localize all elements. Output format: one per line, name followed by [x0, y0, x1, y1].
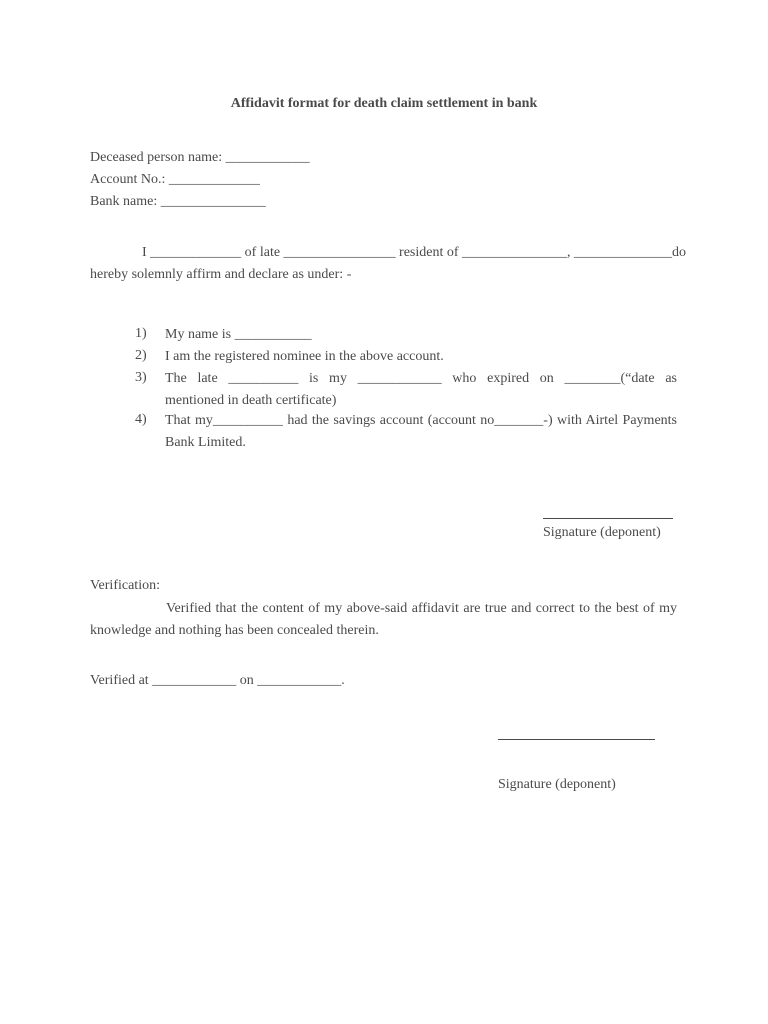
- declaration-part-1: I _____________: [142, 245, 242, 260]
- list-number-3: 3): [135, 370, 147, 385]
- list-item-4-line-2: Bank Limited.: [165, 435, 246, 450]
- list-item-4-line-1: That my__________ had the savings account (account no_______-) with Airtel Payments: [165, 413, 677, 428]
- list-item-3-line-1: The late __________ is my ____________ who expired on ________(“date as: [165, 371, 677, 386]
- list-number-1: 1): [135, 326, 147, 341]
- signature-line-2: [498, 739, 655, 740]
- bank-name-field: Bank name: _______________: [90, 194, 266, 209]
- verification-paragraph: [90, 598, 677, 642]
- declaration-part-4: ______________do: [574, 245, 687, 260]
- declaration-line-1: [90, 242, 687, 264]
- declaration-part-3: resident of _______________,: [399, 245, 571, 260]
- declaration-part-2: of late ________________: [244, 245, 396, 260]
- verification-line-1: Verified that the content of my above-said affidavit are true and correct to the best of my: [166, 601, 677, 616]
- verification-heading: Verification:: [90, 578, 160, 593]
- list-item-1-line: My name is ___________: [165, 327, 312, 342]
- signature-label-1: Signature (deponent): [543, 525, 661, 540]
- verification-line-2: knowledge and nothing has been concealed therein.: [90, 623, 379, 638]
- list-item-1: [165, 324, 677, 346]
- account-number-field: Account No.: _____________: [90, 172, 260, 187]
- list-item-4: [165, 410, 677, 454]
- declaration-line-2: hereby solemnly affirm and declare as under: -: [90, 267, 352, 282]
- list-item-3: [165, 368, 677, 412]
- verified-at-line: Verified at ____________ on ____________.: [90, 673, 345, 688]
- list-item-2-line: I am the registered nominee in the above account.: [165, 349, 444, 364]
- list-item-3-line-2: mentioned in death certificate): [165, 393, 337, 408]
- signature-label-2: Signature (deponent): [498, 777, 616, 792]
- deceased-name-field: Deceased person name: ____________: [90, 150, 310, 165]
- list-number-2: 2): [135, 348, 147, 363]
- list-item-2: [165, 346, 677, 368]
- signature-line-1: [543, 518, 673, 519]
- list-number-4: 4): [135, 412, 147, 427]
- declaration-paragraph: [90, 242, 687, 286]
- page-title: Affidavit format for death claim settlement in bank: [230, 96, 538, 111]
